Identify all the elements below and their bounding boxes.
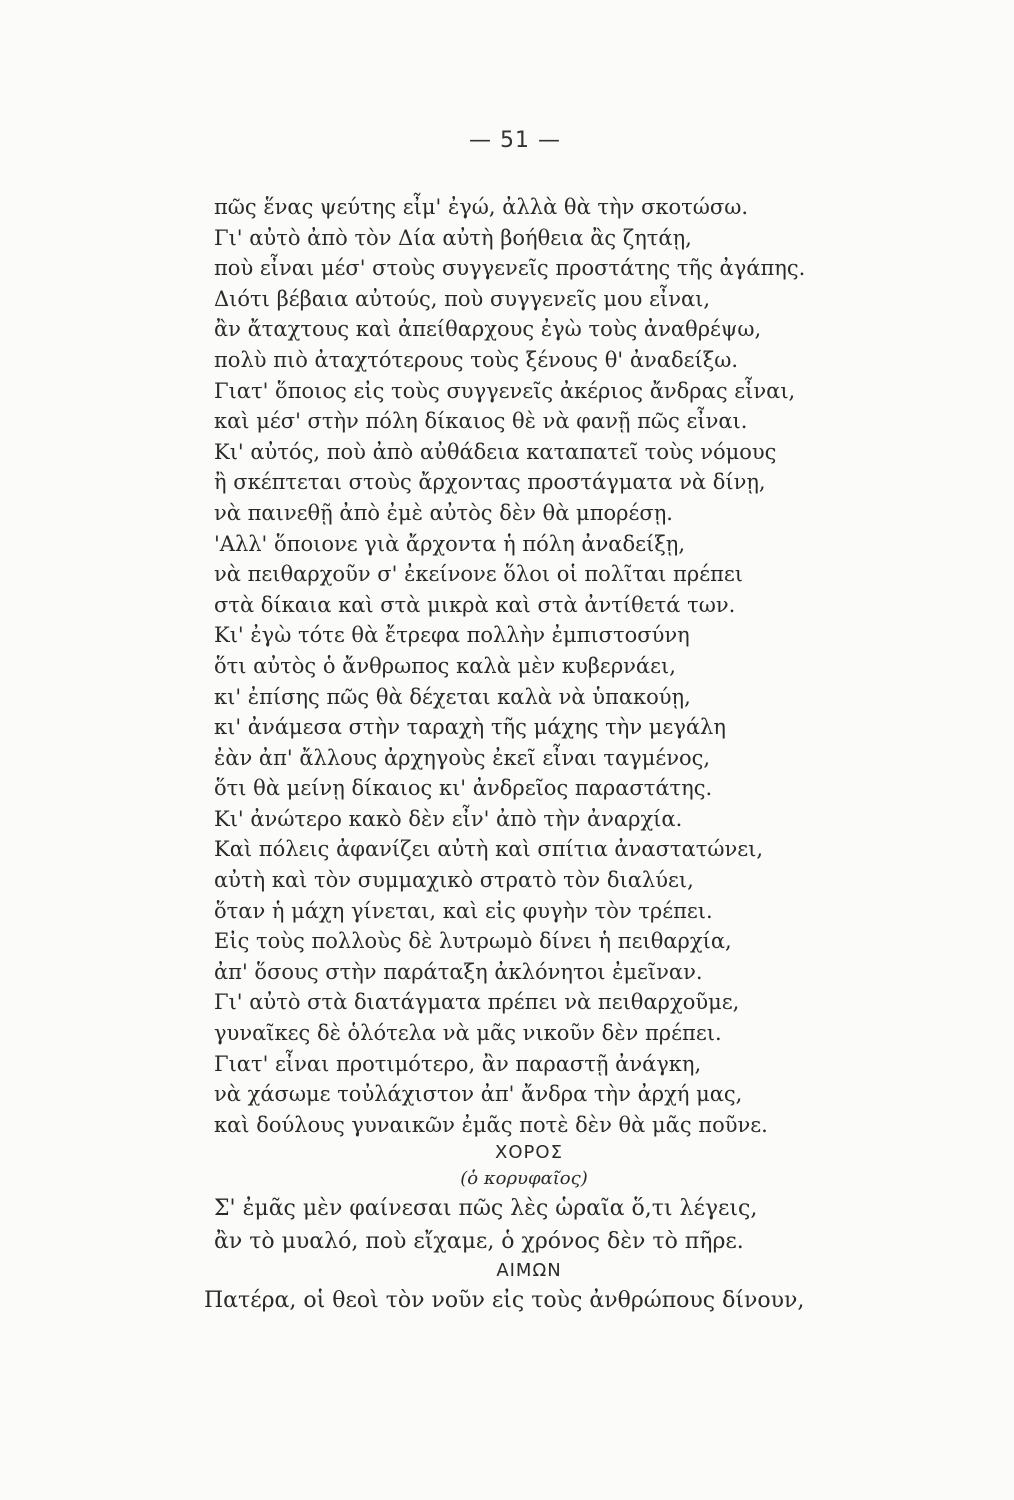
- verse-line: κι' ἐπίσης πῶς θὰ δέχεται καλὰ νὰ ὑπακούῃ,: [214, 684, 691, 709]
- verse-line: καὶ μέσ' στὴν πόλη δίκαιος θὲ νὰ φανῇ πῶς εἶναι.: [214, 409, 748, 434]
- verse-line: ἢ σκέπτεται στοὺς ἄρχοντας προστάγματα νὰ δίνῃ,: [214, 470, 766, 495]
- verse-line: ἂν ἄταχτους καὶ ἀπείθαρχους ἐγὼ τοὺς ἀναθρέψω,: [214, 317, 762, 342]
- verse-line: Κι' ἀνώτερο κακὸ δὲν εἶν' ἀπὸ τὴν ἀναρχία.: [214, 806, 683, 831]
- verse-line: νὰ παινεθῇ ἀπὸ ἐμὲ αὐτὸς δὲν θὰ μπορέσῃ.: [214, 500, 673, 525]
- stage-direction: (ὁ κορυφαῖος): [460, 1168, 588, 1190]
- verse-line: Γιατ' εἶναι προτιμότερο, ἂν παραστῇ ἀνάγκη,: [214, 1051, 702, 1076]
- speaker-name-haimon: ΑΙΜΩΝ: [496, 1260, 562, 1282]
- speaker-name-chorus: ΧΟΡΟΣ: [495, 1142, 563, 1164]
- verse-line: νὰ πειθαρχοῦν σ' ἐκείνονε ὅλοι οἱ πολῖται πρέπει: [214, 562, 743, 587]
- verse-line: Γι' αὐτὸ ἀπὸ τὸν Δία αὐτὴ βοήθεια ἂς ζητάῃ,: [214, 225, 692, 250]
- verse-line: ἀπ' ὅσους στὴν παράταξη ἀκλόνητοι ἐμεῖναν.: [214, 959, 703, 984]
- verse-line: ποὺ εἶναι μέσ' στοὺς συγγενεῖς προστάτης τῆς ἀγάπης.: [214, 256, 806, 281]
- speech-chorus: [214, 1140, 814, 1258]
- verse-line: Γιατ' ὅποιος εἰς τοὺς συγγενεῖς ἀκέριος ἄνδρας εἶναι,: [214, 378, 796, 403]
- verse-line: κι' ἀνάμεσα στὴν ταραχὴ τῆς μάχης τὴν μεγάλη: [214, 715, 726, 740]
- verse-line: Γι' αὐτὸ στὰ διατάγματα πρέπει νὰ πειθαρχοῦμε,: [214, 990, 740, 1015]
- verse-line: Πατέρα, οἱ θεοὶ τὸν νοῦν εἰς τοὺς ἀνθρώπους δίνουν,: [204, 1288, 805, 1314]
- speech-haimon: [204, 1258, 814, 1317]
- verse-line: ὅτι αὐτὸς ὁ ἄνθρωπος καλὰ μὲν κυβερνάει,: [214, 653, 676, 678]
- verse-line: ὅτι θὰ μείνῃ δίκαιος κι' ἀνδρεῖος παραστάτης.: [214, 776, 713, 801]
- verse-text: [204, 192, 814, 1317]
- speech-creon: [214, 192, 814, 1140]
- verse-line: ὅταν ἡ μάχη γίνεται, καὶ εἰς φυγὴν τὸν τρέπει.: [214, 898, 713, 923]
- verse-line: πολὺ πιὸ ἀταχτότερους τοὺς ξένους θ' ἀναδείξω.: [214, 347, 739, 372]
- verse-line: νὰ χάσωμε τοὐλάχιστον ἀπ' ἄνδρα τὴν ἀρχή μας,: [214, 1082, 743, 1107]
- verse-line: στὰ δίκαια καὶ στὰ μικρὰ καὶ στὰ ἀντίθετά των.: [214, 592, 736, 617]
- verse-line: Εἰς τοὺς πολλοὺς δὲ λυτρωμὸ δίνει ἡ πειθαρχία,: [214, 929, 732, 954]
- verse-line: γυναῖκες δὲ ὁλότελα νὰ μᾶς νικοῦν δὲν πρέπει.: [214, 1021, 722, 1046]
- verse-line: Καὶ πόλεις ἀφανίζει αὐτὴ καὶ σπίτια ἀναστατώνει,: [214, 837, 763, 862]
- verse-line: ἂν τὸ μυαλό, ποὺ εἴχαμε, ὁ χρόνος δὲν τὸ πῆρε.: [214, 1229, 744, 1255]
- verse-line: Κι' ἐγὼ τότε θὰ ἔτρεφα πολλὴν ἐμπιστοσύνη: [214, 623, 690, 648]
- verse-line: πῶς ἕνας ψεύτης εἶμ' ἐγώ, ἀλλὰ θὰ τὴν σκοτώσω.: [214, 195, 749, 219]
- verse-line: ἐὰν ἀπ' ἄλλους ἀρχηγοὺς ἐκεῖ εἶναι ταγμένος,: [214, 745, 711, 770]
- verse-line: Σ' ἐμᾶς μὲν φαίνεσαι πῶς λὲς ὡραῖα ὅ,τι λέγεις,: [214, 1196, 758, 1222]
- verse-line: καὶ δούλους γυναικῶν ἐμᾶς ποτὲ δὲν θὰ μᾶς ποῦνε.: [214, 1112, 768, 1137]
- verse-line: αὐτὴ καὶ τὸν συμμαχικὸ στρατὸ τὸν διαλύει,: [214, 868, 694, 893]
- verse-line: Κι' αὐτός, ποὺ ἀπὸ αὐθάδεια καταπατεῖ τοὺς νόμους: [214, 439, 777, 464]
- verse-line: 'Αλλ' ὅποιονε γιὰ ἄρχοντα ἡ πόλη ἀναδείξῃ,: [214, 531, 686, 556]
- verse-line: Διότι βέβαια αὐτούς, ποὺ συγγενεῖς μου εἶναι,: [214, 286, 711, 311]
- page-number: — 51 —: [469, 128, 561, 153]
